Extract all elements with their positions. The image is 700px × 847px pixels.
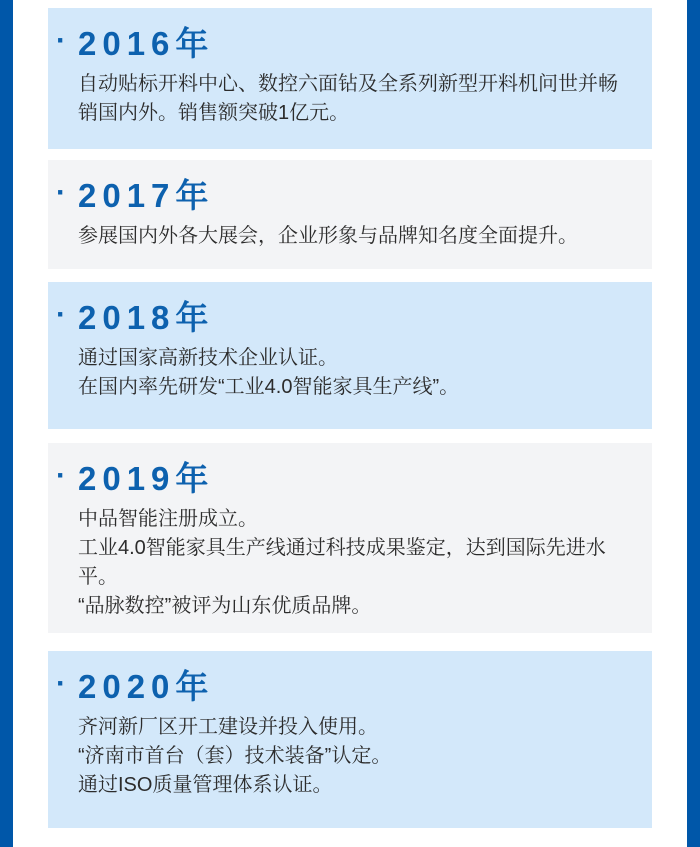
milestone-card-2017 — [48, 160, 652, 269]
year-label: 2016年 — [78, 24, 215, 62]
year-heading — [56, 664, 642, 704]
bullet-dot-icon: · — [56, 459, 66, 492]
milestone-card-2020 — [48, 651, 652, 828]
year-label: 2017年 — [78, 176, 215, 214]
milestone-line: 中品智能注册成立。 — [78, 508, 258, 530]
milestone-body — [78, 70, 642, 128]
bullet-dot-icon: · — [56, 667, 66, 700]
milestone-line: 自动贴标开料中心、数控六面钻及全系列新型开料机问世并畅销国内外。销售额突破1亿元。 — [78, 73, 618, 124]
milestone-line: “品脉数控”被评为山东优质品牌。 — [78, 595, 372, 617]
left-accent-bar — [0, 0, 13, 847]
milestone-body — [78, 222, 642, 251]
year-label: 2020年 — [78, 667, 215, 705]
milestone-line: 齐河新厂区开工建设并投入使用。 — [78, 716, 378, 738]
milestone-body — [78, 344, 642, 402]
bullet-dot-icon: · — [56, 298, 66, 331]
milestone-timeline — [48, 8, 652, 828]
bullet-dot-icon: · — [56, 176, 66, 209]
year-heading — [56, 295, 642, 335]
year-heading — [56, 21, 642, 61]
year-label: 2018年 — [78, 298, 215, 336]
milestone-line: 工业4.0智能家具生产线通过科技成果鉴定，达到国际先进水平。 — [78, 537, 606, 588]
right-accent-bar — [687, 0, 700, 847]
milestone-line: 参展国内外各大展会，企业形象与品牌知名度全面提升。 — [78, 225, 578, 247]
milestone-body — [78, 713, 642, 800]
milestone-line: 通过ISO质量管理体系认证。 — [78, 774, 333, 796]
year-heading — [56, 173, 642, 213]
milestone-line: 在国内率先研发“工业4.0智能家具生产线”。 — [78, 376, 460, 398]
milestone-body — [78, 505, 642, 621]
year-heading — [56, 456, 642, 496]
bullet-dot-icon: · — [56, 24, 66, 57]
milestone-card-2018 — [48, 282, 652, 429]
milestone-card-2016 — [48, 8, 652, 149]
year-label: 2019年 — [78, 459, 215, 497]
milestone-line: 通过国家高新技术企业认证。 — [78, 347, 338, 369]
milestone-card-2019 — [48, 443, 652, 633]
milestone-line: “济南市首台（套）技术装备”认定。 — [78, 745, 392, 767]
